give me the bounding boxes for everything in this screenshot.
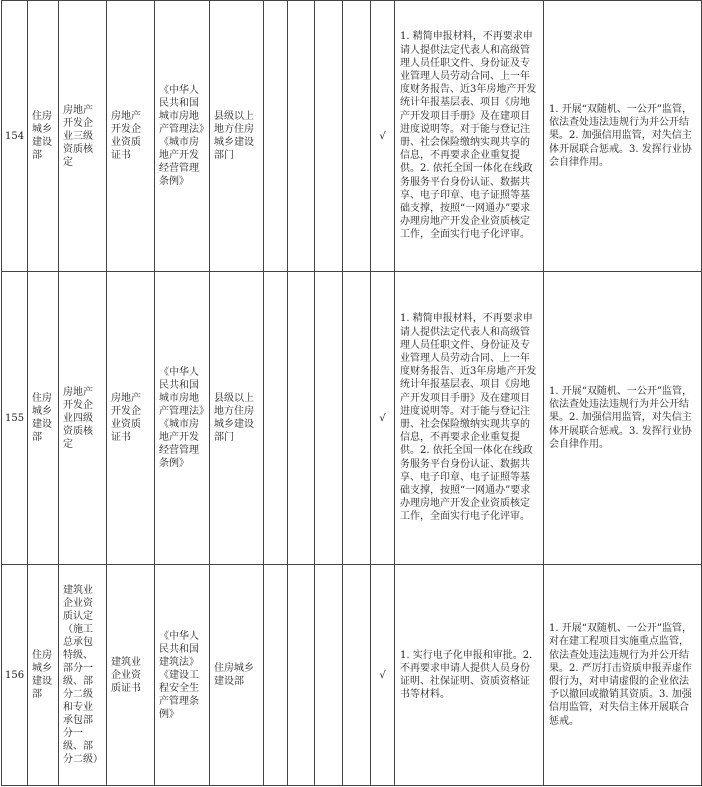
reform-measures-cell: 1. 精简申报材料，不再要求申请人提供法定代表人和高级管理人员任职文件、身份证及专业管理人员劳动合同、上一年度财务报告、近3年房地产开发统计年报基层表、项目《房地产开发项目手册》及在建项目进度说明等。对于能与登记注册、社会保险缴纳实现共享的信息，不再要求企业重复提供。2. 依托全国一体化在线政务服务平台身份认证、数据共享、电子印章、电子证照等基础支撑，按照“一网通办”要求办理房地产开发企业资质核定工作，全面实行电子化评审。: [395, 272, 544, 565]
table-row: [2, 272, 702, 565]
empty-cell: [315, 1, 343, 272]
empty-cell: [288, 272, 315, 565]
empty-cell: [343, 272, 371, 565]
empty-cell: [264, 272, 288, 565]
authority-cell: 县级以上地方住房城乡建设部门: [210, 272, 264, 565]
certificate-cell: 房地产开发企业资质证书: [107, 1, 155, 272]
supervision-measures-cell: 1. 开展“双随机、一公开”监管，依法查处违法违规行为并公开结果。2. 加强信用监管，对失信主体开展联合惩戒。3. 发挥行业协会自律作用。: [544, 272, 702, 565]
table-row: [2, 1, 702, 272]
empty-cell: [315, 565, 343, 786]
table-row: [2, 565, 702, 786]
legal-basis-cell: 《中华人民共和国建筑法》《建设工程安全生产管理条例》: [155, 565, 210, 786]
supervision-measures-cell: 1. 开展“双随机、一公开”监管，依法查处违法违规行为并公开结果。2. 加强信用监管，对失信主体开展联合惩戒。3. 发挥行业协会自律作用。: [544, 1, 702, 272]
empty-cell: [288, 1, 315, 272]
supervision-measures-cell: 1. 开展“双随机、一公开”监管，对在建工程项目实施重点监管，依法查处违法违规行为并公开结果。2. 严厉打击资质申报弄虚作假行为，对申请虚假的企业依法予以撤回或撤销其资质。3. 加强信用监管，对失信主体开展联合惩戒。: [544, 565, 702, 786]
row-number: 154: [2, 1, 28, 272]
item-name-cell: 建筑业企业资质认定（施工总承包特级、部分一级、部分二级和专业承包部分一级、部分二级）: [59, 565, 107, 786]
legal-basis-cell: 《中华人民共和国城市房地产管理法》《城市房地产开发经营管理条例》: [155, 272, 210, 565]
row-number: 155: [2, 272, 28, 565]
empty-cell: [343, 565, 371, 786]
item-name-cell: 房地产开发企业三级资质核定: [59, 1, 107, 272]
reform-measures-cell: 1. 精简申报材料，不再要求申请人提供法定代表人和高级管理人员任职文件、身份证及专业管理人员劳动合同、上一年度财务报告、近3年房地产开发统计年报基层表、项目《房地产开发项目手册》及在建项目进度说明等。对于能与登记注册、社会保险缴纳实现共享的信息，不再要求企业重复提供。2. 依托全国一体化在线政务服务平台身份认证、数据共享、电子印章、电子证照等基础支撑，按照“一网通办”要求办理房地产开发企业资质核定工作，全面实行电子化评审。: [395, 1, 544, 272]
empty-cell: [343, 1, 371, 272]
permit-reform-table: [1, 0, 702, 786]
authority-cell: 住房城乡建设部: [210, 565, 264, 786]
empty-cell: [264, 565, 288, 786]
reform-measures-cell: 1. 实行电子化申报和审批。2. 不再要求申请人提供人员身份证明、社保证明、资质资格证书等材料。: [395, 565, 544, 786]
legal-basis-cell: 《中华人民共和国城市房地产管理法》《城市房地产开发经营管理条例》: [155, 1, 210, 272]
department-cell: 住房城乡建设部: [28, 565, 59, 786]
check-mark-cell: √: [371, 565, 395, 786]
check-mark-cell: √: [371, 272, 395, 565]
department-cell: 住房城乡建设部: [28, 1, 59, 272]
empty-cell: [315, 272, 343, 565]
certificate-cell: 房地产开发企业资质证书: [107, 272, 155, 565]
item-name-cell: 房地产开发企业四级资质核定: [59, 272, 107, 565]
authority-cell: 县级以上地方住房城乡建设部门: [210, 1, 264, 272]
check-mark-cell: √: [371, 1, 395, 272]
empty-cell: [288, 565, 315, 786]
empty-cell: [264, 1, 288, 272]
department-cell: 住房城乡建设部: [28, 272, 59, 565]
row-number: 156: [2, 565, 28, 786]
certificate-cell: 建筑业企业资质证书: [107, 565, 155, 786]
